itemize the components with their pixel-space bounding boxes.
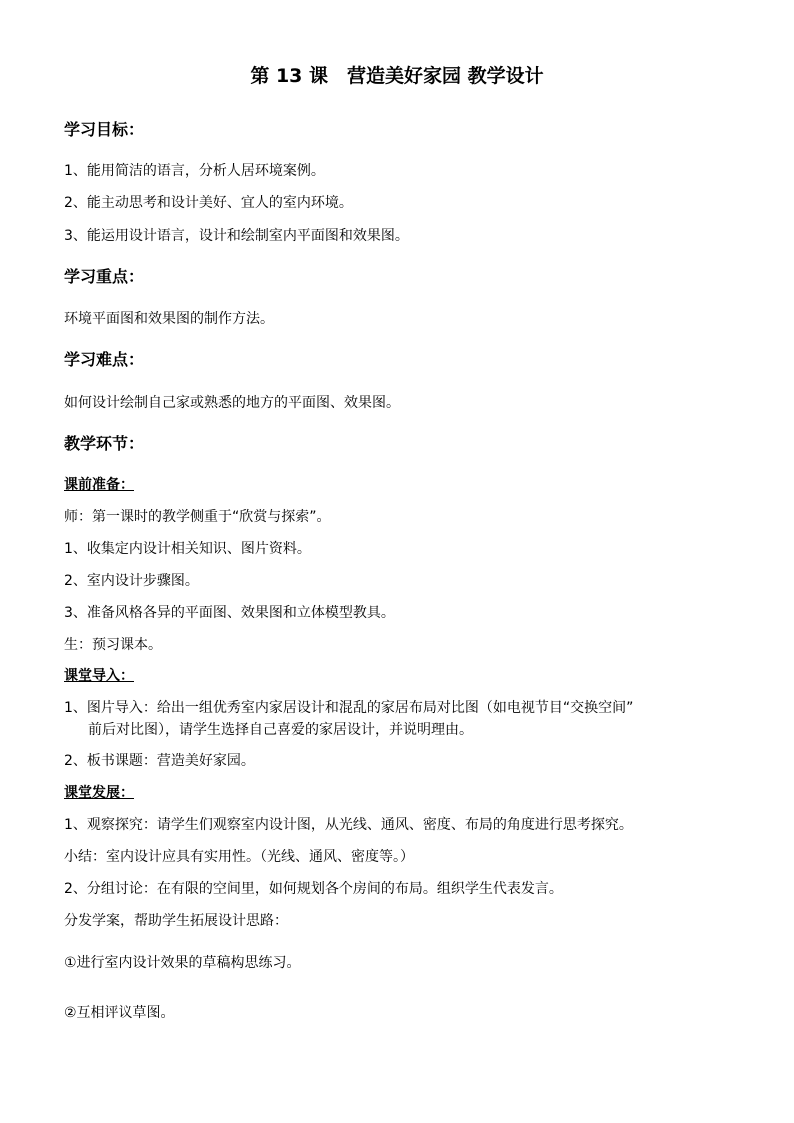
goal-item-2: 2、能主动思考和设计美好、宜人的室内环境。 [64, 195, 353, 211]
prep-item-3: 3、准备风格各异的平面图、效果图和立体模型教具。 [64, 605, 395, 621]
develop-handout: 分发学案，帮助学生拓展设计思路： [64, 913, 288, 929]
prep-teacher: 师：第一课时的教学侧重于“欣赏与探索”。 [64, 509, 331, 525]
key-text: 环境平面图和效果图的制作方法。 [64, 311, 274, 327]
develop-step-1: ①进行室内设计效果的草稿构思练习。 [64, 955, 301, 971]
difficult-text: 如何设计绘制自己家或熟悉的地方的平面图、效果图。 [64, 395, 400, 411]
prep-student: 生：预习课本。 [64, 637, 162, 653]
key-heading: 学习重点： [64, 267, 145, 286]
process-heading: 教学环节： [64, 434, 145, 453]
develop-item-2: 2、分组讨论：在有限的空间里，如何规划各个房间的布局。组织学生代表发言。 [64, 881, 563, 897]
develop-heading: 课堂发展： [64, 785, 134, 801]
prep-heading: 课前准备： [64, 477, 134, 493]
develop-step-2: ②互相评议草图。 [64, 1005, 175, 1021]
difficult-heading: 学习难点： [64, 350, 145, 369]
prep-item-2: 2、室内设计步骤图。 [64, 573, 199, 589]
intro-heading: 课堂导入： [64, 668, 134, 684]
page-title: 第 13 课 营造美好家园 教学设计 [250, 65, 544, 87]
goal-item-1: 1、能用简洁的语言，分析人居环境案例。 [64, 163, 325, 179]
prep-item-1: 1、收集定内设计相关知识、图片资料。 [64, 541, 311, 557]
intro-item-2: 2、板书课题：营造美好家园。 [64, 753, 255, 769]
develop-summary: 小结：室内设计应具有实用性。（光线、通风、密度等。） [64, 849, 414, 865]
intro-item-1: 1、图片导入：给出一组优秀室内家居设计和混乱的家居布局对比图（如电视节目“交换空间” [64, 700, 634, 716]
goal-item-3: 3、能运用设计语言，设计和绘制室内平面图和效果图。 [64, 228, 409, 244]
goals-heading: 学习目标： [64, 120, 145, 139]
intro-item-1-cont: 前后对比图），请学生选择自己喜爱的家居设计，并说明理由。 [88, 722, 473, 738]
develop-item-1: 1、观察探究：请学生们观察室内设计图，从光线、通风、密度、布局的角度进行思考探究。 [64, 817, 633, 833]
